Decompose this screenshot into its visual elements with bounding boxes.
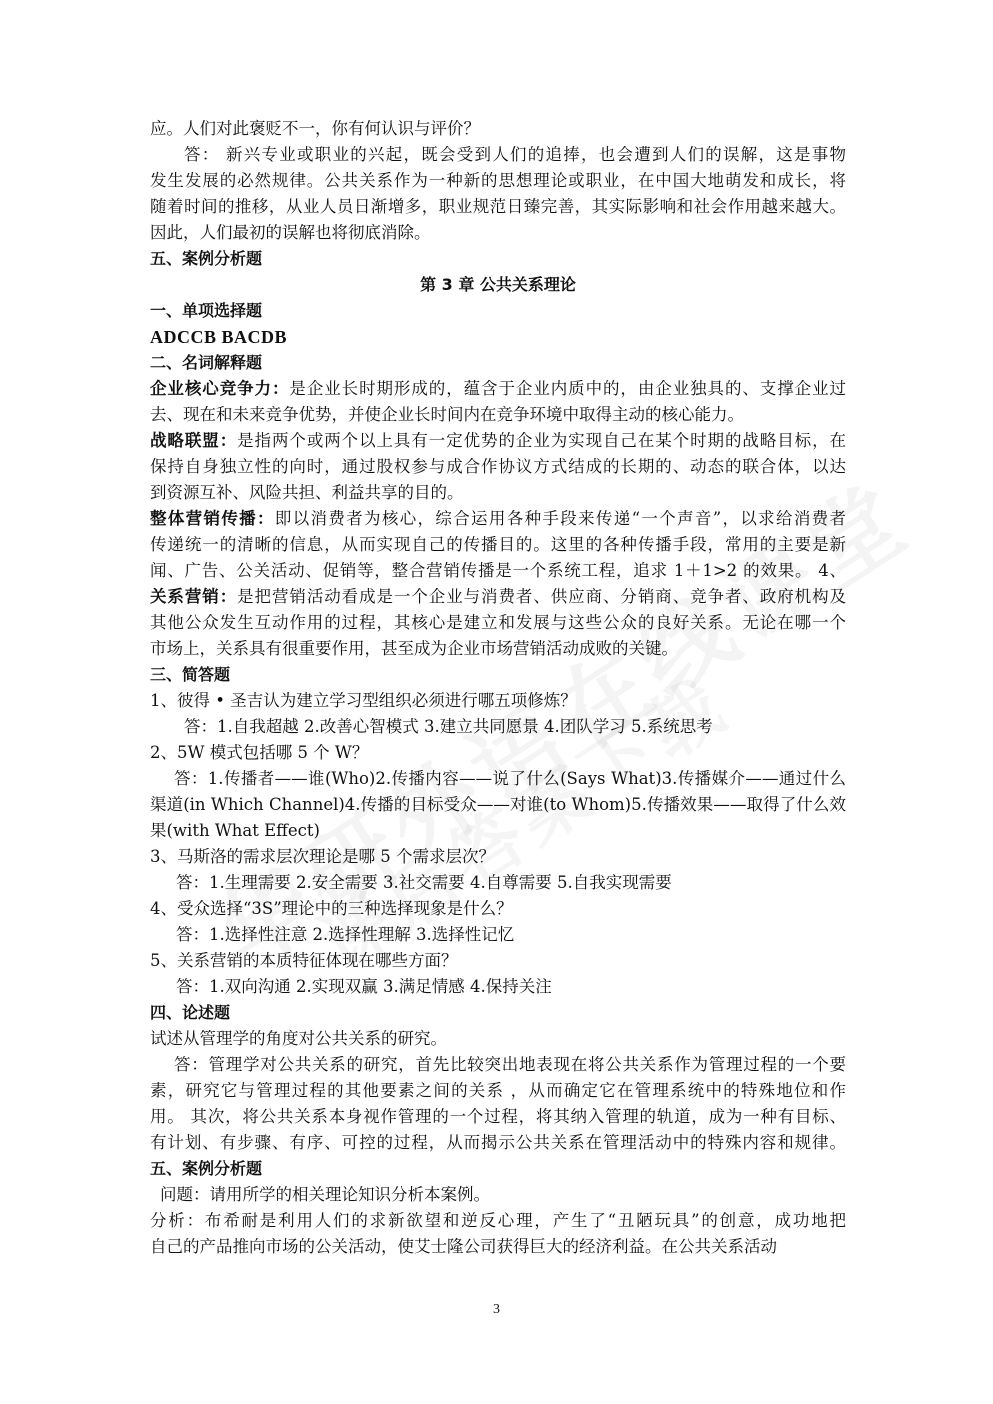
answer-line: 果(with What Effect) (150, 821, 320, 840)
paragraph-line: 有计划、有步骤、有序、可控的过程，从而揭示公共关系在管理活动中的特殊内容和规律。 (150, 1133, 846, 1152)
paragraph-line: 到资源互补、风险共担、利益共享的目的。 (150, 483, 464, 502)
answer-line: 答：1.双向沟通 2.实现双赢 3.满足情感 4.保持关注 (176, 977, 552, 996)
answer-key: ADCCB BACDB (150, 327, 288, 347)
paragraph-line: 因此，人们最初的误解也将彻底消除。 (150, 223, 431, 242)
answer-line: 答：1.生理需要 2.安全需要 3.社交需要 4.自尊需要 5.自我实现需要 (176, 873, 672, 892)
section-heading: 五、案例分析题 (150, 1159, 263, 1178)
definition-line (150, 376, 846, 402)
definition-term: 整体营销传播： (150, 509, 275, 528)
definition-text: 是指两个或两个以上具有一定优势的企业为实现自己在某个时期的战略目标，在 (237, 431, 846, 450)
paragraph-line: 自己的产品推向市场的公关活动，使艾士隆公司获得巨大的经济利益。在公共关系活动 (150, 1237, 777, 1256)
paragraph-line: 答： 新兴专业或职业的兴起，既会受到人们的追捧，也会遭到人们的误解，这是事物 (184, 145, 846, 164)
question-line: 2、5W 模式包括哪 5 个 W？ (150, 743, 369, 762)
definition-term: 战略联盟： (150, 431, 238, 450)
paragraph-line: 随着时间的推移，从业人员日渐增多，职业规范日臻完善，其实际影响和社会作用越来越大。 (150, 197, 846, 216)
paragraph-line: 传递统一的清晰的信息，从而实现自己的传播目的。这里的各种传播手段，常用的主要是新 (150, 535, 846, 554)
paragraph-line: 去、现在和未来竞争优势，并使企业长时间内在竞争环境中取得主动的核心能力。 (150, 405, 744, 424)
paragraph-line: 闻、广告、公关活动、促销等，整合营销传播是一个系统工程，追求 1＋1>2 的效果。 4、 (150, 561, 846, 580)
paragraph-line: 答：管理学对公共关系的研究，首先比较突出地表现在将公共关系作为管理过程的一个要 (174, 1055, 846, 1074)
answer-line: 答：1.传播者——谁(Who)2.传播内容——说了什么(Says What)3.传播媒介——通过什么 (174, 769, 846, 788)
section-heading: 五、案例分析题 (150, 249, 263, 268)
answer-line: 渠道(in Which Channel)4.传播的目标受众——对谁(to Whom)5.传播效果——取得了什么效 (150, 795, 846, 814)
definition-term: 关系营销： (150, 587, 238, 606)
paragraph-line: 市场上，关系具有很重要作用，甚至成为企业市场营销活动成败的关键。 (150, 639, 678, 658)
section-heading: 四、论述题 (150, 1003, 231, 1022)
definition-text: 即以消费者为核心，综合运用各种手段来传递“一个声音”，以求给消费者 (274, 509, 846, 528)
definition-text: 是企业长时期形成的，蕴含于企业内质中的，由企业独具的、支撑企业过 (289, 379, 846, 398)
paragraph-line: 素，研究它与管理过程的其他要素之间的关系 ，从而确定它在管理系统中的特殊地位和作 (150, 1081, 846, 1100)
paragraph-line: 其他公众发生互动作用的过程，其核心是建立和发展与这些公众的良好关系。无论在哪一个 (150, 613, 846, 632)
page-number: 3 (493, 1302, 500, 1317)
definition-line (150, 584, 846, 610)
section-heading: 一、单项选择题 (150, 301, 263, 320)
paragraph-line: 问题：请用所学的相关理论知识分析本案例。 (160, 1185, 490, 1204)
definition-line (150, 506, 846, 532)
section-heading: 三、简答题 (150, 665, 231, 684)
definition-term: 企业核心竞争力： (150, 379, 290, 398)
paragraph-line: 保持自身独立性的向时，通过股权参与成合作协议方式结成的长期的、动态的联合体，以达 (150, 457, 846, 476)
answer-line: 答：1.自我超越 2.改善心智模式 3.建立共同愿景 4.团队学习 5.系统思考 (184, 717, 713, 736)
question-line: 3、马斯洛的需求层次理论是哪 5 个需求层次？ (150, 847, 495, 866)
page-body (150, 116, 846, 1260)
paragraph-line: 发生发展的必然规律。公共关系作为一种新的思想理论或职业，在中国大地萌发和成长，将 (150, 171, 846, 190)
chapter-title: 第 3 章 公共关系理论 (420, 275, 576, 294)
paragraph-line: 用。 其次，将公共关系本身视作管理的一个过程，将其纳入管理的轨道，成为一种有目标、 (150, 1107, 846, 1126)
paragraph-line: 试述从管理学的角度对公共关系的研究。 (150, 1029, 447, 1048)
question-line: 4、受众选择“3S”理论中的三种选择现象是什么？ (150, 899, 513, 918)
question-line: 5、关系营销的本质特征体现在哪些方面？ (150, 951, 458, 970)
answer-line: 答：1.选择性注意 2.选择性理解 3.选择性记忆 (176, 925, 515, 944)
section-heading: 二、名词解释题 (150, 353, 263, 372)
question-line: 1、彼得 • 圣吉认为建立学习型组织必须进行哪五项修炼？ (150, 691, 577, 710)
definition-line (150, 428, 846, 454)
paragraph-line: 应。人们对此褒贬不一，你有何认识与评价？ (150, 119, 480, 138)
paragraph-line: 分析：布希耐是利用人们的求新欲望和逆反心理，产生了“丑陋玩具”的创意，成功地把 (150, 1211, 846, 1230)
definition-text: 是把营销活动看成是一个企业与消费者、供应商、分销商、竞争者、政府机构及 (237, 587, 846, 606)
